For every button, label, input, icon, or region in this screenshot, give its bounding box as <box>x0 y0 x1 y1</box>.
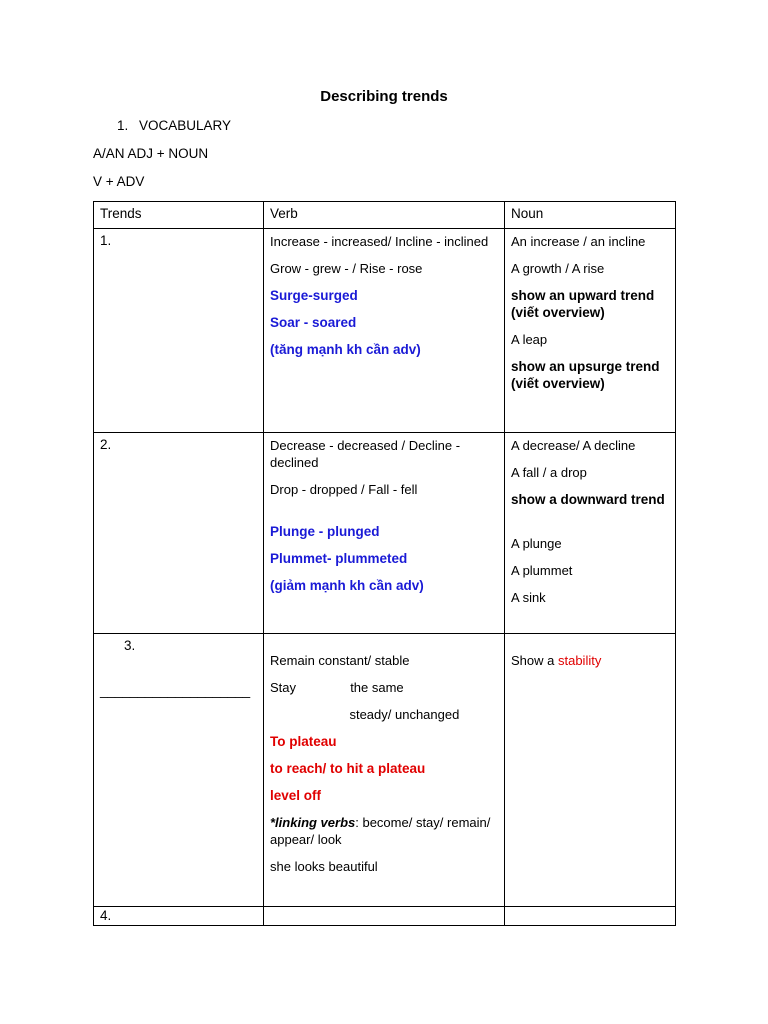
table-row <box>94 634 676 907</box>
noun-item: A growth / A rise <box>511 261 605 276</box>
trend-number: 1. <box>94 229 264 433</box>
verb-item: Increase - increased/ Incline - inclined <box>270 234 489 249</box>
trend-number: 3. <box>124 638 136 653</box>
noun-item: A decrease/ A decline <box>511 438 636 453</box>
noun-item: A fall / a drop <box>511 465 587 480</box>
verb-note: (giảm mạnh kh cần adv) <box>270 578 424 593</box>
header-noun: Noun <box>505 202 676 229</box>
verb-item-red: level off <box>270 788 322 803</box>
noun-item: A leap <box>511 332 548 347</box>
trend-number: 2. <box>94 433 264 634</box>
noun-item-bold: show an upsurge trend (viết overview) <box>511 359 660 391</box>
header-trends: Trends <box>94 202 264 229</box>
verb-cell <box>264 634 505 907</box>
verb-item: Stay the same <box>270 680 404 695</box>
noun-highlight: stability <box>557 653 602 668</box>
noun-item-bold: show an upward trend (viết overview) <box>511 288 655 320</box>
verb-item: Drop - dropped / Fall - fell <box>270 482 418 497</box>
verb-item-strong: Plummet- plummeted <box>270 551 408 566</box>
table-row <box>94 229 676 433</box>
header-verb: Verb <box>264 202 505 229</box>
noun-prefix: Show a <box>511 653 558 668</box>
verb-item-strong: Soar - soared <box>270 315 357 330</box>
document-title: Describing trends <box>320 88 448 105</box>
verb-item-strong: Surge-surged <box>270 288 358 303</box>
noun-item: A plunge <box>511 536 562 551</box>
formula-adj-noun: A/AN ADJ + NOUN <box>93 146 209 161</box>
trends-table <box>93 201 676 926</box>
verb-note: (tăng mạnh kh cần adv) <box>270 342 421 357</box>
verb-cell <box>264 433 505 634</box>
noun-item: A plummet <box>511 563 573 578</box>
linking-verbs-note <box>270 814 498 848</box>
noun-item-bold: show a downward trend <box>511 492 665 507</box>
linking-verbs-list: : become/ stay/ remain/ appear/ look <box>270 815 491 847</box>
noun-cell <box>505 634 676 907</box>
verb-item: Decrease - decreased / Decline - declined <box>270 438 461 470</box>
verb-item: Remain constant/ stable <box>270 653 410 668</box>
noun-item <box>511 652 669 669</box>
section-heading <box>117 118 231 133</box>
noun-cell <box>505 433 676 634</box>
blank-line: ____________________ <box>100 683 251 698</box>
section-number: 1. <box>117 118 129 133</box>
table-row <box>94 433 676 634</box>
verb-item: Grow - grew - / Rise - rose <box>270 261 423 276</box>
noun-cell <box>505 907 676 926</box>
trend-number: 4. <box>94 907 264 926</box>
verb-item: steady/ unchanged <box>270 707 460 722</box>
verb-item-red: To plateau <box>270 734 337 749</box>
example-sentence: she looks beautiful <box>270 859 378 874</box>
table-row <box>94 907 676 926</box>
verb-item-red: to reach/ to hit a plateau <box>270 761 426 776</box>
verb-cell <box>264 229 505 433</box>
trend-cell <box>94 634 264 907</box>
verb-item-strong: Plunge - plunged <box>270 524 380 539</box>
table-header-row <box>94 202 676 229</box>
section-label: VOCABULARY <box>139 118 232 133</box>
linking-verbs-label: *linking verbs <box>270 815 356 830</box>
noun-item: A sink <box>511 590 546 605</box>
noun-item: An increase / an incline <box>511 234 646 249</box>
verb-cell <box>264 907 505 926</box>
formula-v-adv: V + ADV <box>93 174 145 189</box>
noun-cell <box>505 229 676 433</box>
